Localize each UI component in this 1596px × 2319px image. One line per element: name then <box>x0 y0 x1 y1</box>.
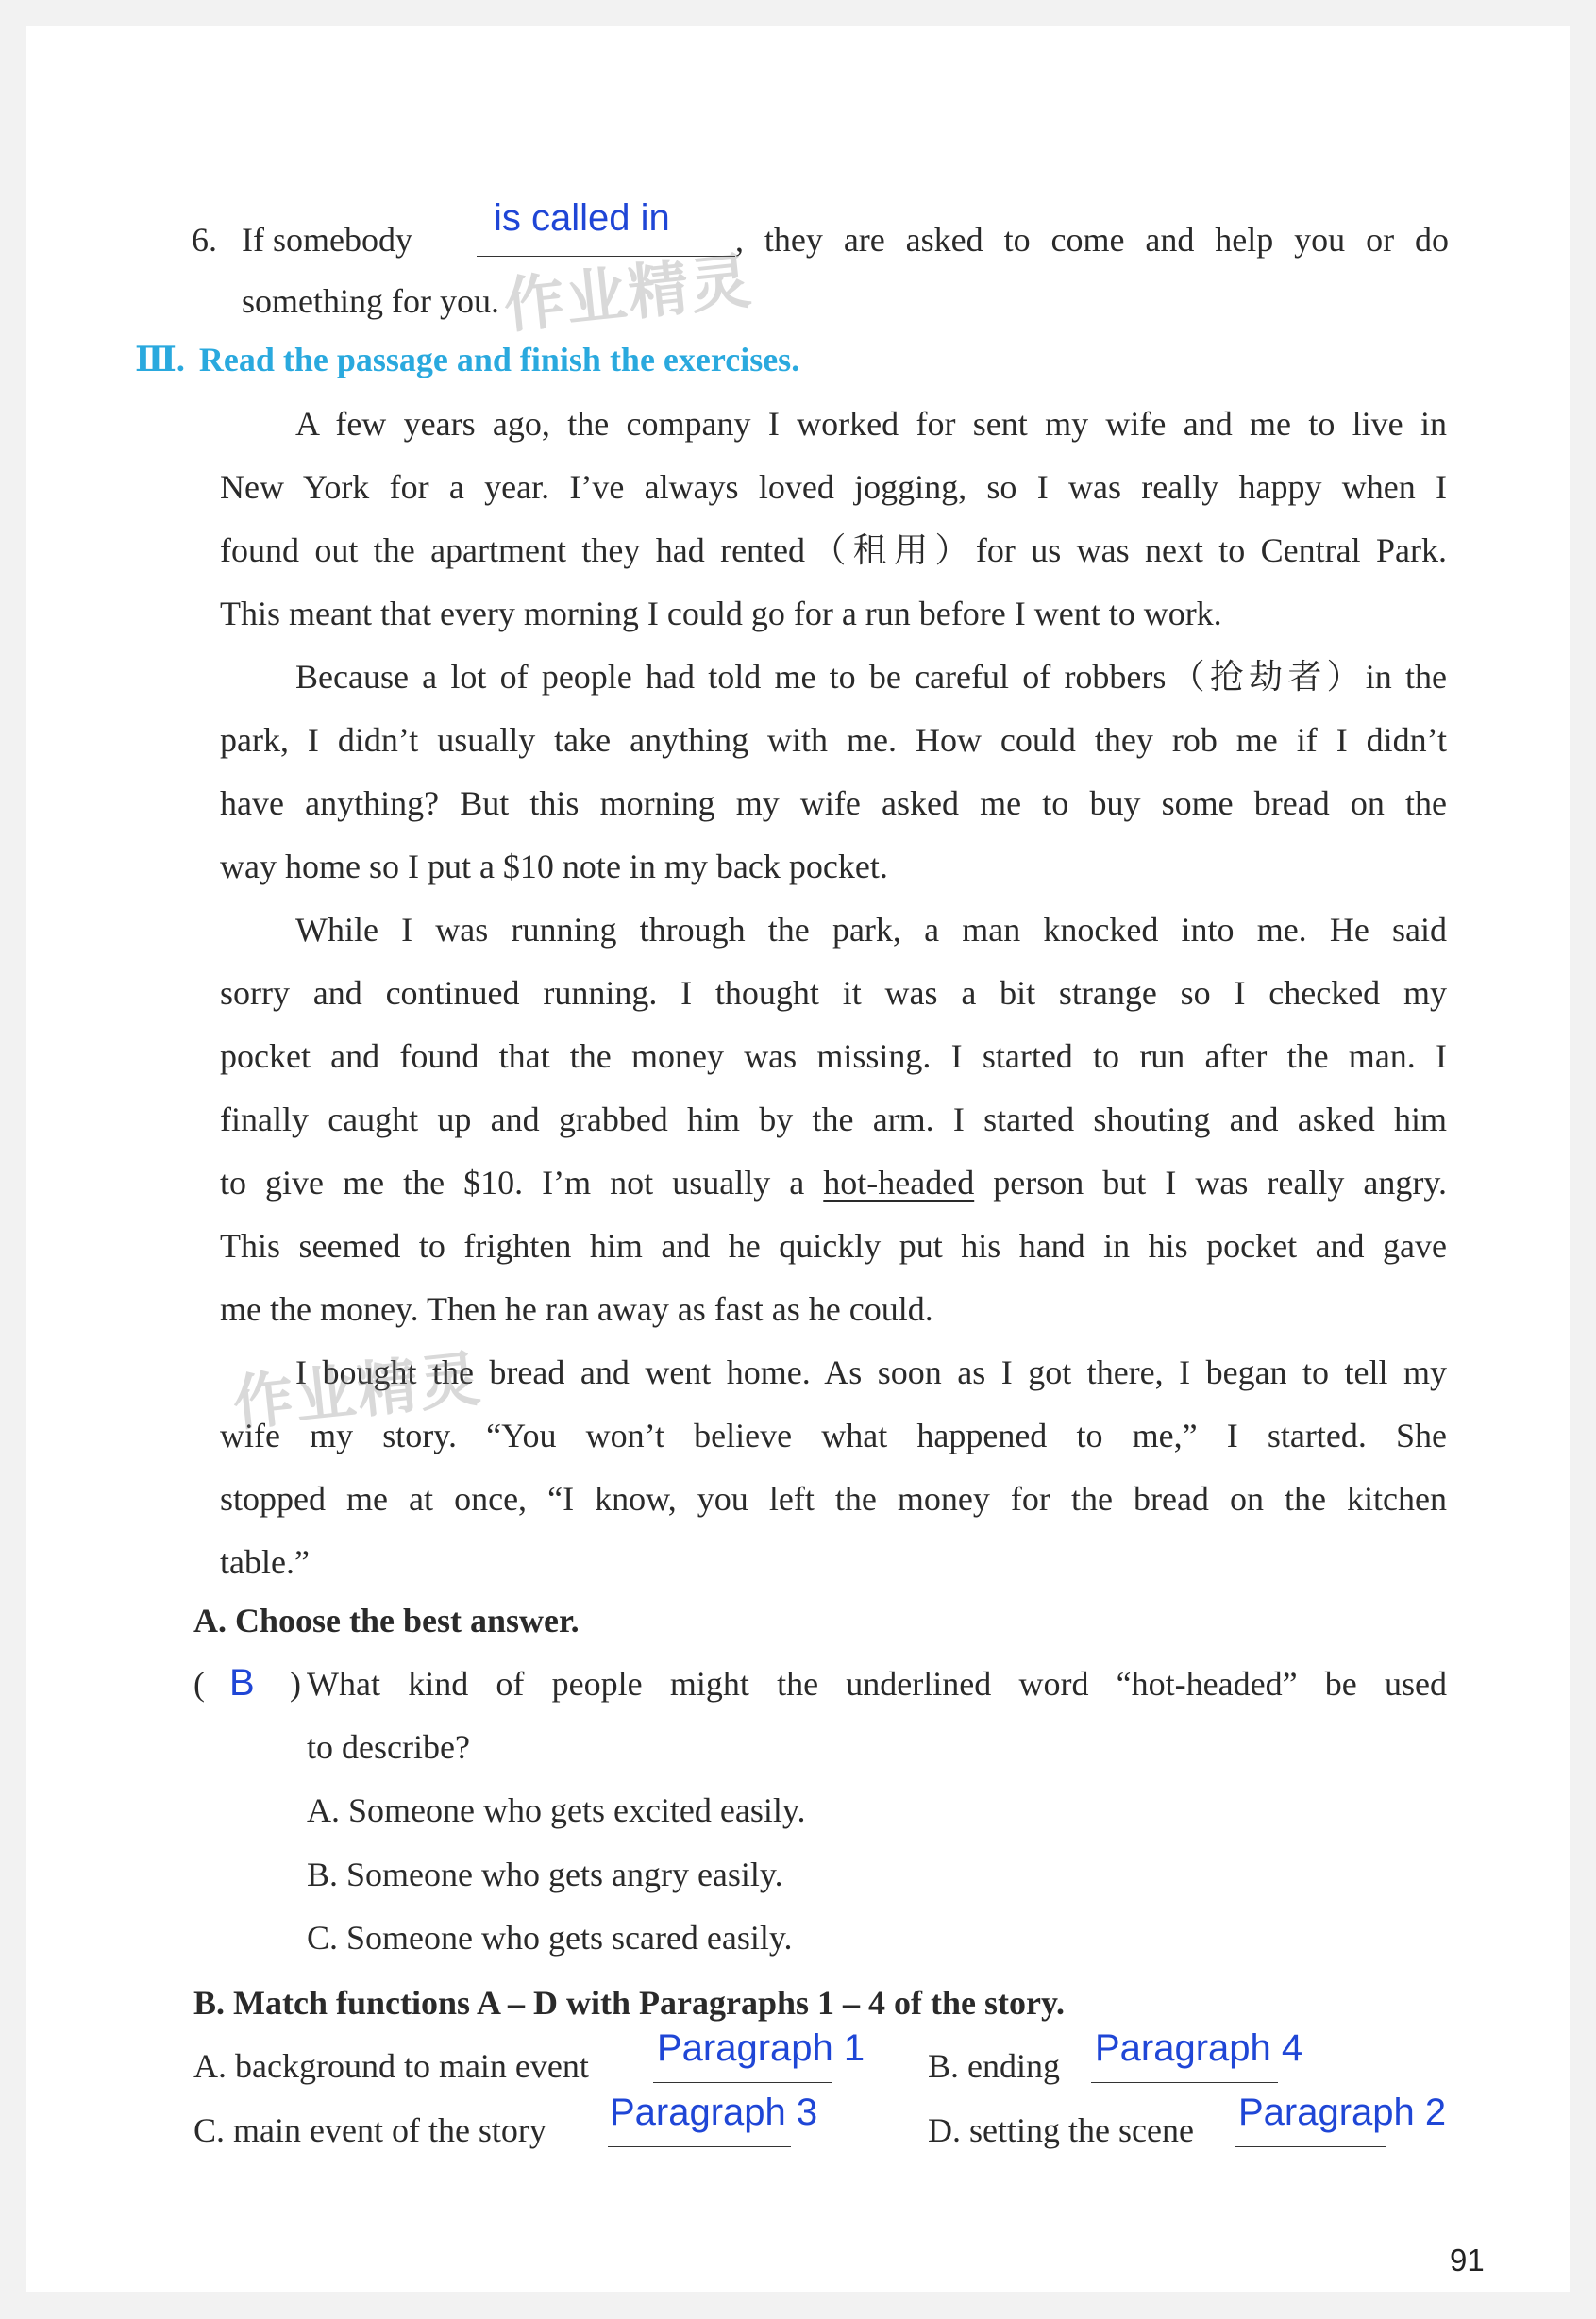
match-label-a: A. background to main event <box>193 2047 589 2085</box>
p1-line-3: found out the apartment they had rented（租用）for us was next to Central Park. <box>220 531 1447 569</box>
part-a-handwritten-answer: B <box>229 1662 255 1704</box>
match-item-c <box>193 2110 546 2150</box>
q6-line2: something for you. <box>242 282 499 320</box>
p3-line-1: While I was running through the park, a man knocked into me. He said <box>295 911 1447 949</box>
match-item-d <box>928 2110 1194 2150</box>
p3-line-4: finally caught up and grabbed him by the arm. I started shouting and asked him <box>220 1101 1447 1138</box>
watermark-middle: 作业精灵 <box>229 1344 485 1440</box>
match-label-d: D. setting the scene <box>928 2111 1194 2149</box>
answer-close-paren: ) <box>290 1665 301 1703</box>
p3-line-3: pocket and found that the money was missing. I started to run after the man. I <box>220 1037 1447 1075</box>
p1-line-1: A few years ago, the company I worked for sent my wife and me to live in <box>295 405 1447 443</box>
p4-line-3: stopped me at once, “I know, you left the money for the bread on the kitchen <box>220 1480 1447 1518</box>
answer-open-paren: ( <box>193 1665 205 1703</box>
p4-line-4: table.” <box>220 1543 310 1581</box>
p3-line-7: me the money. Then he ran away as fast as he could. <box>220 1290 933 1328</box>
p2-line-4: way home so I put a $10 note in my back pocket. <box>220 848 888 885</box>
match-blank-c <box>608 2146 791 2147</box>
match-blank-d <box>1235 2146 1386 2147</box>
question-text: What kind of people might the underlined word “hot-headed” be used <box>307 1665 1447 1703</box>
q6-number: 6. <box>192 221 217 259</box>
match-item-b <box>928 2046 1060 2086</box>
p3-line-5 <box>220 1151 1447 1215</box>
textbook-page <box>26 26 1570 2292</box>
match-blank-b <box>1091 2082 1278 2083</box>
page-number: 91 <box>1450 2243 1485 2277</box>
match-blank-a <box>653 2082 832 2083</box>
p2-line-1: Because a lot of people had told me to be careful of robbers（抢劫者）in the <box>295 658 1447 696</box>
section-3-numeral: Ⅲ. <box>135 341 185 378</box>
section-3-heading <box>135 340 799 379</box>
section-3-title: Read the passage and finish the exercises. <box>198 341 800 378</box>
part-b-heading: B. Match functions A – D with Paragraphs 1 – 4 of the story. <box>193 1984 1066 2022</box>
match-answer-c: Paragraph 3 <box>610 2092 818 2133</box>
q6-handwritten-answer: is called in <box>494 197 670 239</box>
option-b: B. Someone who gets angry easily. <box>307 1856 783 1893</box>
question-continued: to describe? <box>307 1728 470 1766</box>
p2-line-3: have anything? But this morning my wife asked me to buy some bread on the <box>220 784 1447 822</box>
match-answer-b: Paragraph 4 <box>1095 2027 1303 2069</box>
p4-line-1: I bought the bread and went home. As soon as I got there, I began to tell my <box>295 1353 1447 1391</box>
p3-line-5-after: person but I was really angry. <box>974 1164 1448 1202</box>
match-item-a <box>193 2046 589 2086</box>
p1-line-2: New York for a year. I’ve always loved jogging, so I was really happy when I <box>220 468 1447 506</box>
hot-headed-underlined-word: hot-headed <box>823 1164 975 1202</box>
p4-line-2: wife my story. “You won’t believe what happened to me,” I started. She <box>220 1417 1447 1454</box>
p3-line-5-before: to give me the $10. I’m not usually a <box>220 1164 824 1202</box>
q6-text-after: , they are asked to come and help you or do <box>735 221 1449 259</box>
q6-text-before: If somebody <box>242 221 412 259</box>
p1-line-4: This meant that every morning I could go for a run before I went to work. <box>220 595 1222 632</box>
part-a-heading: A. Choose the best answer. <box>193 1602 580 1639</box>
option-a: A. Someone who gets excited easily. <box>307 1791 806 1829</box>
match-answer-d: Paragraph 2 <box>1238 2092 1447 2133</box>
q6-line1 <box>192 197 1449 286</box>
p3-line-6: This seemed to frighten him and he quickly put his hand in his pocket and gave <box>220 1227 1447 1265</box>
p3-line-2: sorry and continued running. I thought it was a bit strange so I checked my <box>220 974 1447 1012</box>
p2-line-2: park, I didn’t usually take anything with me. How could they rob me if I didn’t <box>220 721 1447 759</box>
option-c: C. Someone who gets scared easily. <box>307 1919 793 1957</box>
part-a-question <box>193 1664 1447 1721</box>
watermark-top: 作业精灵 <box>500 246 756 343</box>
match-label-b: B. ending <box>928 2047 1060 2085</box>
match-label-c: C. main event of the story <box>193 2111 546 2149</box>
match-answer-a: Paragraph 1 <box>657 2027 865 2069</box>
